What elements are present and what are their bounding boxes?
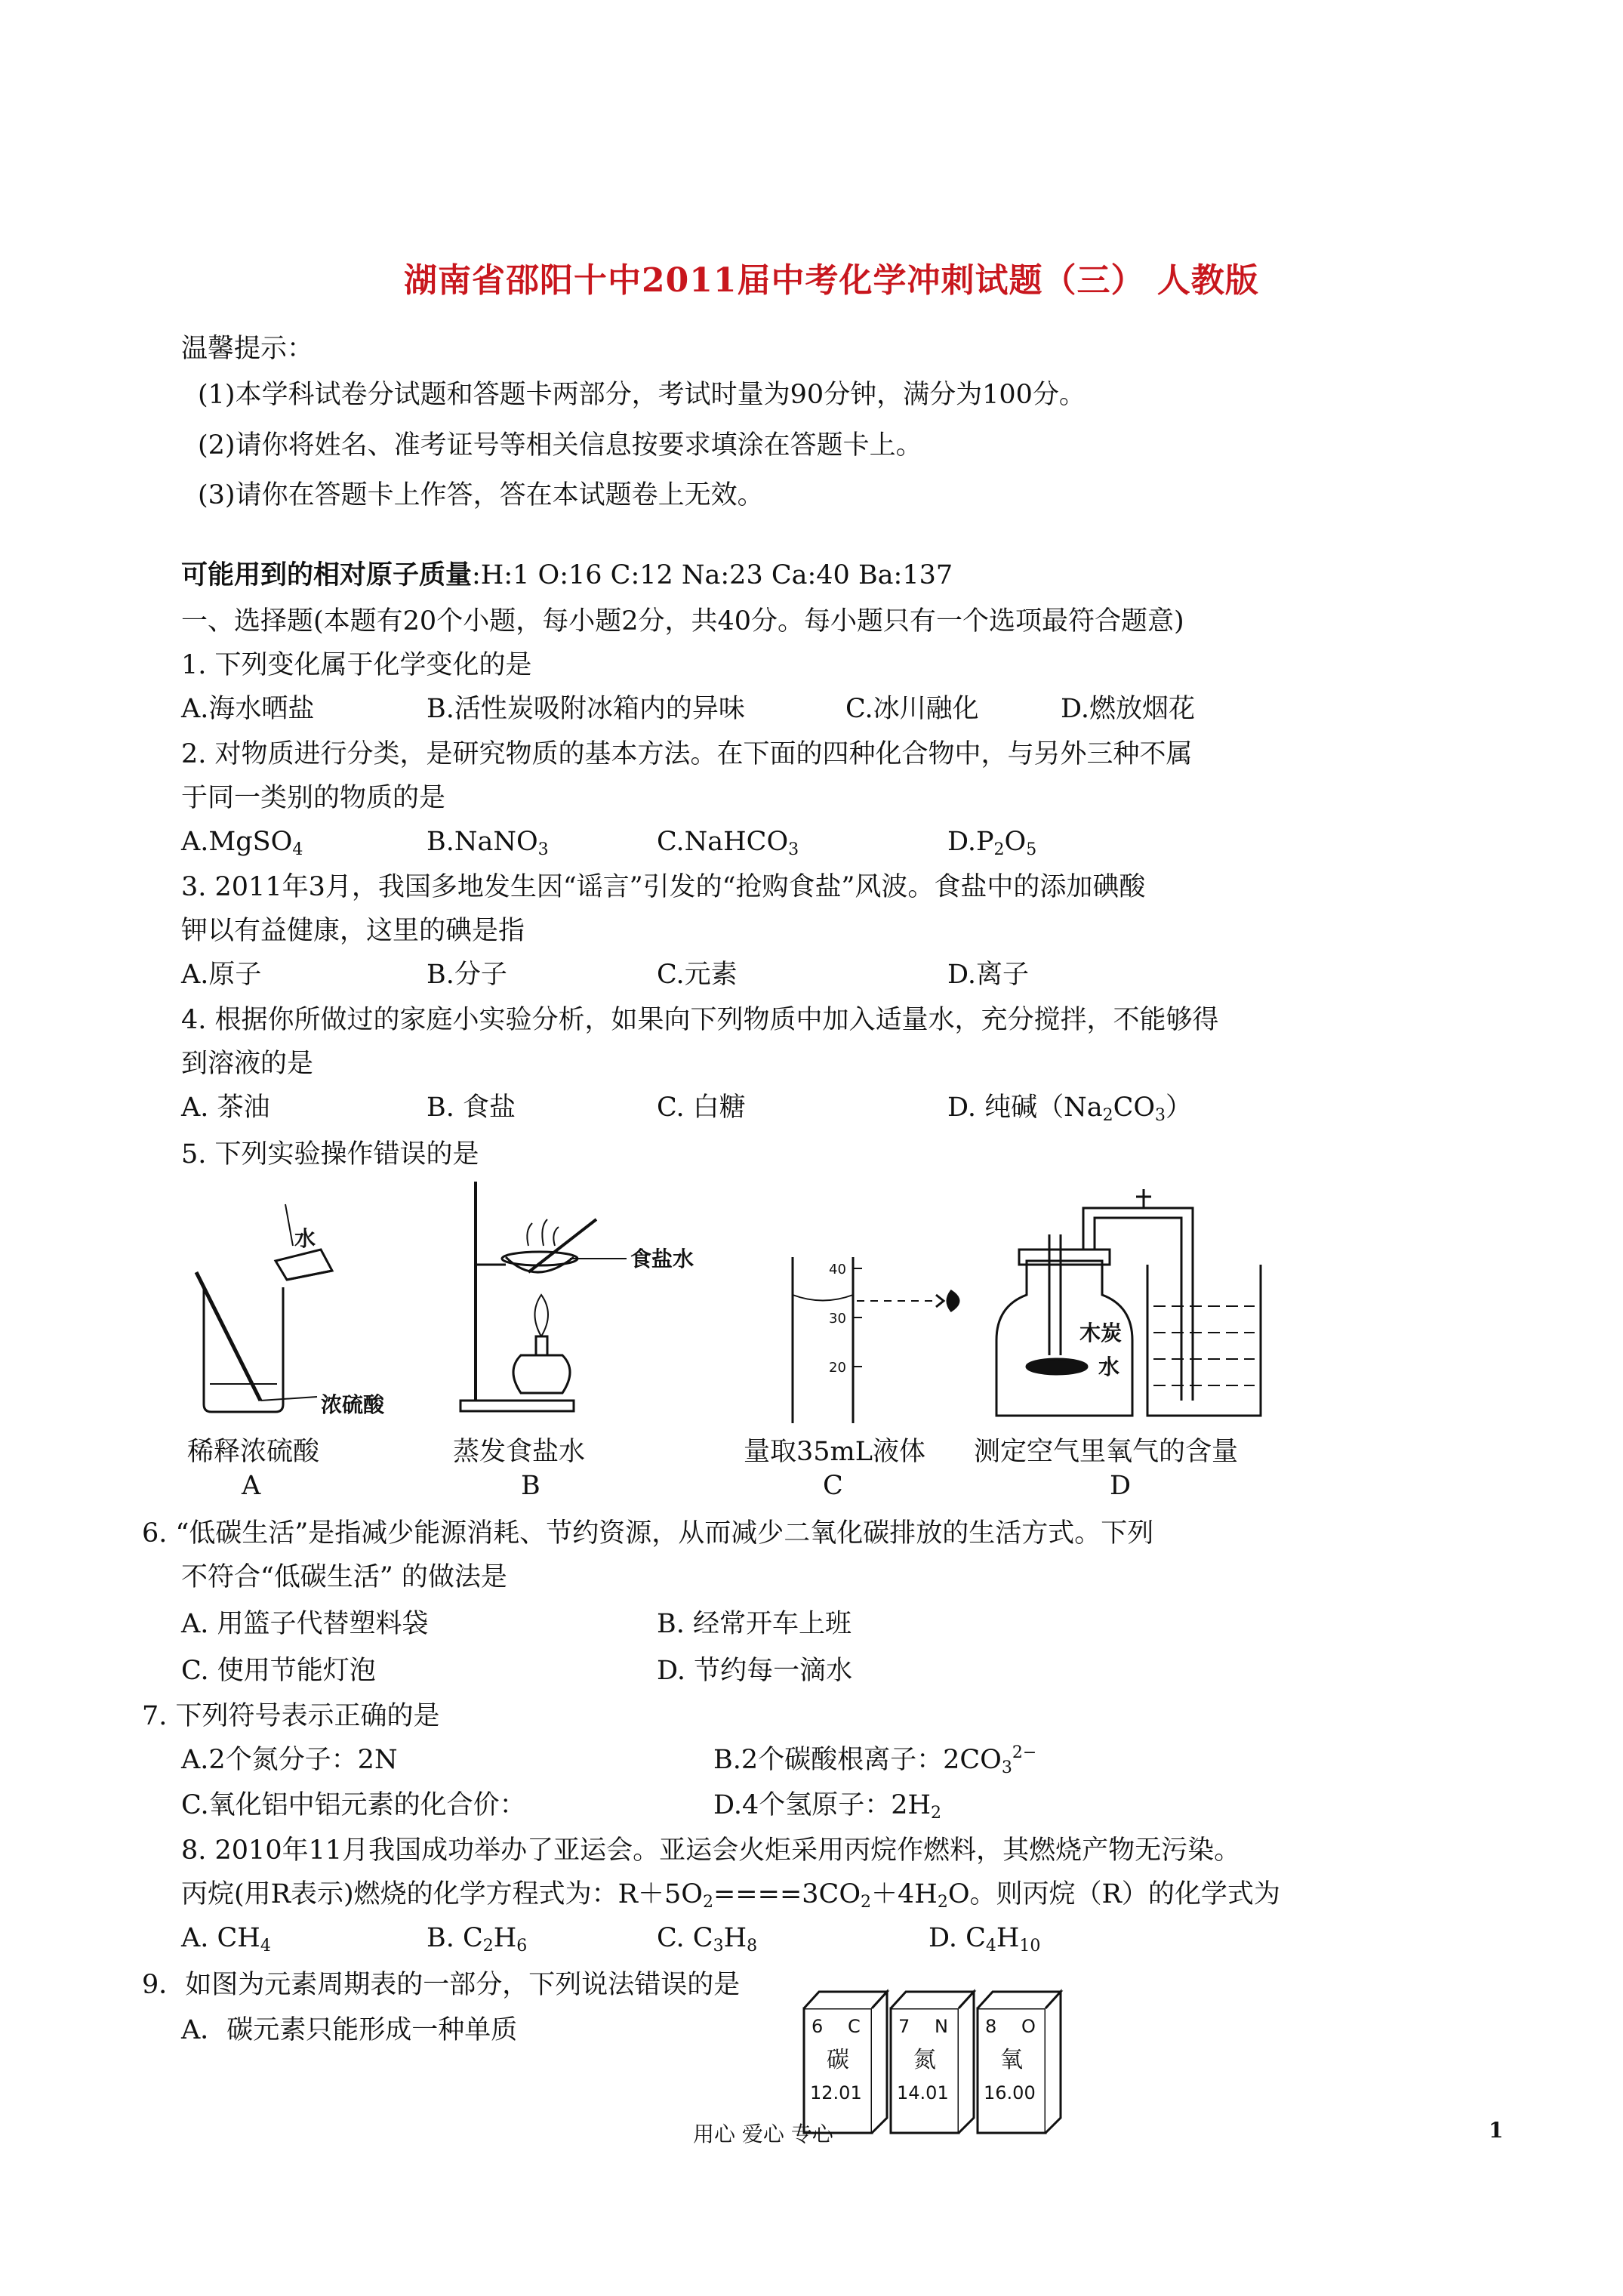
q8-stem-line2: 丙烷(用R表示)燃烧的化学方程式为：$R+5O_2====3CO_2+4H_2O$。则丙烷（R）的化学式为 (181, 1879, 1280, 1912)
q4-option-a: A. 茶油 (181, 1093, 270, 1123)
q3-option-a: A.原子 (181, 960, 262, 990)
section-1-heading: 一、选择题(本题有20个小题，每小题2分，共40分。每小题只有一个选项最符合题意) (181, 606, 1184, 636)
diagram-d-oxygen-test (996, 1189, 1261, 1416)
q1-option-b: B.活性炭吸附冰箱内的异味 (427, 694, 745, 724)
page-number: 1 (1489, 2118, 1504, 2143)
q2-stem-line2: 于同一类别的物质的是 (181, 783, 446, 813)
q5-letter-d: D (1110, 1471, 1132, 1501)
label-water: 水 (294, 1226, 316, 1251)
q2-option-d: $D.P_2O_5$ (947, 827, 1037, 859)
q6-stem-line2: 不符合“低碳生活” 的做法是 (181, 1562, 507, 1592)
q1-stem: 1. 下列变化属于化学变化的是 (181, 650, 532, 680)
tip-item-2: (2)请你将姓名、准考证号等相关信息按要求填涂在答题卡上。 (198, 430, 922, 461)
diagram-c-cylinder (793, 1257, 959, 1423)
q8-option-c: C. $C_3H_8$ (657, 1923, 758, 1955)
element-symbol-o: O (1021, 2016, 1036, 2037)
element-number-c: 6 (812, 2016, 824, 2037)
q4-stem-line1: 4. 根据你所做过的家庭小实验分析，如果向下列物质中加入适量水，充分搅拌，不能够得 (181, 1005, 1219, 1035)
label-water-2: 水 (1098, 1354, 1120, 1379)
q9-option-a: A．碳元素只能形成一种单质 (181, 2015, 518, 2045)
q7-stem: 7. 下列符号表示正确的是 (142, 1701, 440, 1731)
q8-option-a: A. $CH_4$ (181, 1923, 271, 1955)
q2-option-a: A.MgSO$_4$ (181, 827, 303, 859)
q5-caption-d: 测定空气里氧气的含量 (974, 1437, 1239, 1467)
element-number-o: 8 (985, 2016, 997, 2037)
q1-option-c: C.冰川融化 (845, 694, 979, 724)
element-mass-n: 14.01 (897, 2082, 949, 2103)
q2-option-c: C.NaHCO$_3$ (657, 827, 799, 859)
element-name-c: 碳 (827, 2047, 849, 2073)
q4-option-c: C. 白糖 (657, 1093, 746, 1123)
q7-option-c: C.氧化铝中铝元素的化合价： (181, 1790, 526, 1820)
q2-option-b: B.NaNO$_3$ (427, 827, 549, 859)
q3-stem-line1: 3. 2011年3月，我国多地发生因“谣言”引发的“抢购食盐”风波。食盐中的添加碘酸 (181, 872, 1146, 902)
q1-option-a: A.海水晒盐 (181, 694, 315, 724)
q8-option-b: B. $C_2H_6$ (427, 1923, 528, 1955)
q2-stem-line1: 2. 对物质进行分类，是研究物质的基本方法。在下面的四种化合物中，与另外三种不属 (181, 739, 1193, 769)
footer-text: 用心 爱心 专心 (693, 2122, 833, 2147)
q7-option-a: A.2个氮分子：2N (181, 1745, 398, 1775)
q5-caption-a: 稀释浓硫酸 (187, 1437, 320, 1467)
q3-option-c: C.元素 (657, 960, 738, 990)
q3-stem-line2: 钾以有益健康，这里的碘是指 (181, 916, 525, 946)
label-charcoal: 木炭 (1079, 1321, 1123, 1345)
q6-option-a: A. 用篮子代替塑料袋 (181, 1609, 429, 1639)
q5-caption-c: 量取35mL液体 (744, 1437, 925, 1467)
element-name-n: 氮 (913, 2047, 936, 2073)
atomic-mass-label: 可能用到的相对原子质量 (181, 559, 473, 590)
element-symbol-n: N (935, 2016, 948, 2037)
periodic-table-excerpt (796, 1963, 1113, 2140)
element-number-n: 7 (898, 2016, 910, 2037)
q5-stem: 5. 下列实验操作错误的是 (181, 1139, 479, 1170)
q8-stem-line1: 8. 2010年11月我国成功举办了亚运会。亚运会火炬采用丙烷作燃料，其燃烧产物无污染。 (181, 1835, 1241, 1866)
atomic-mass-values: :H:1 O:16 C:12 Na:23 Ca:40 Ba:137 (472, 560, 953, 590)
tip-item-1: (1)本学科试卷分试题和答题卡两部分，考试时量为90分钟，满分为100分。 (198, 380, 1086, 410)
tick-40: 40 (829, 1262, 846, 1277)
page-title: 湖南省邵阳十中2011届中考化学冲刺试题（三） 人教版 (404, 261, 1259, 300)
q4-option-b: B. 食盐 (427, 1093, 516, 1123)
atomic-mass-line (181, 553, 953, 597)
q6-stem-line1: 6. “低碳生活”是指减少能源消耗、节约资源，从而减少二氧化碳排放的生活方式。下列 (142, 1518, 1154, 1549)
q7-option-b: B.2个碳酸根离子：$2CO_3^{2-}$ (713, 1743, 1037, 1777)
q3-option-b: B.分子 (427, 960, 507, 990)
element-mass-c: 12.01 (810, 2082, 862, 2103)
q4-option-d: D. 纯碱$(Na_2CO_3)$ (947, 1093, 1193, 1125)
q1-option-d: D.燃放烟花 (1061, 694, 1195, 724)
label-conc-acid: 浓硫酸 (321, 1392, 385, 1417)
q5-caption-b: 蒸发食盐水 (453, 1437, 586, 1467)
tip-item-3: (3)请你在答题卡上作答，答在本试题卷上无效。 (198, 480, 764, 510)
q5-letter-c: C (823, 1471, 843, 1501)
tick-30: 30 (829, 1311, 846, 1327)
q5-illustrations (174, 1174, 1321, 1431)
q3-option-d: D.离子 (947, 960, 1029, 990)
q6-option-d: D. 节约每一滴水 (657, 1656, 853, 1686)
q6-option-b: B. 经常开车上班 (657, 1609, 852, 1639)
label-salt-water: 食盐水 (630, 1247, 694, 1271)
q6-option-c: C. 使用节能灯泡 (181, 1656, 376, 1686)
q4-stem-line2: 到溶液的是 (181, 1049, 314, 1079)
element-mass-o: 16.00 (984, 2082, 1036, 2103)
q8-option-d: D. $C_4H_{10}$ (929, 1923, 1041, 1955)
element-name-o: 氧 (1000, 2047, 1023, 2073)
tick-20: 20 (829, 1360, 846, 1376)
q9-stem: 9．如图为元素周期表的一部分，下列说法错误的是 (142, 1970, 741, 2000)
q5-letter-b: B (521, 1471, 540, 1501)
q7-option-d: D.4个氢原子：$2H_2$ (713, 1790, 941, 1823)
diagram-b-evaporation (460, 1182, 627, 1411)
q5-letter-a: A (242, 1471, 261, 1501)
tips-heading: 温馨提示： (181, 334, 314, 364)
element-symbol-c: C (848, 2016, 861, 2037)
